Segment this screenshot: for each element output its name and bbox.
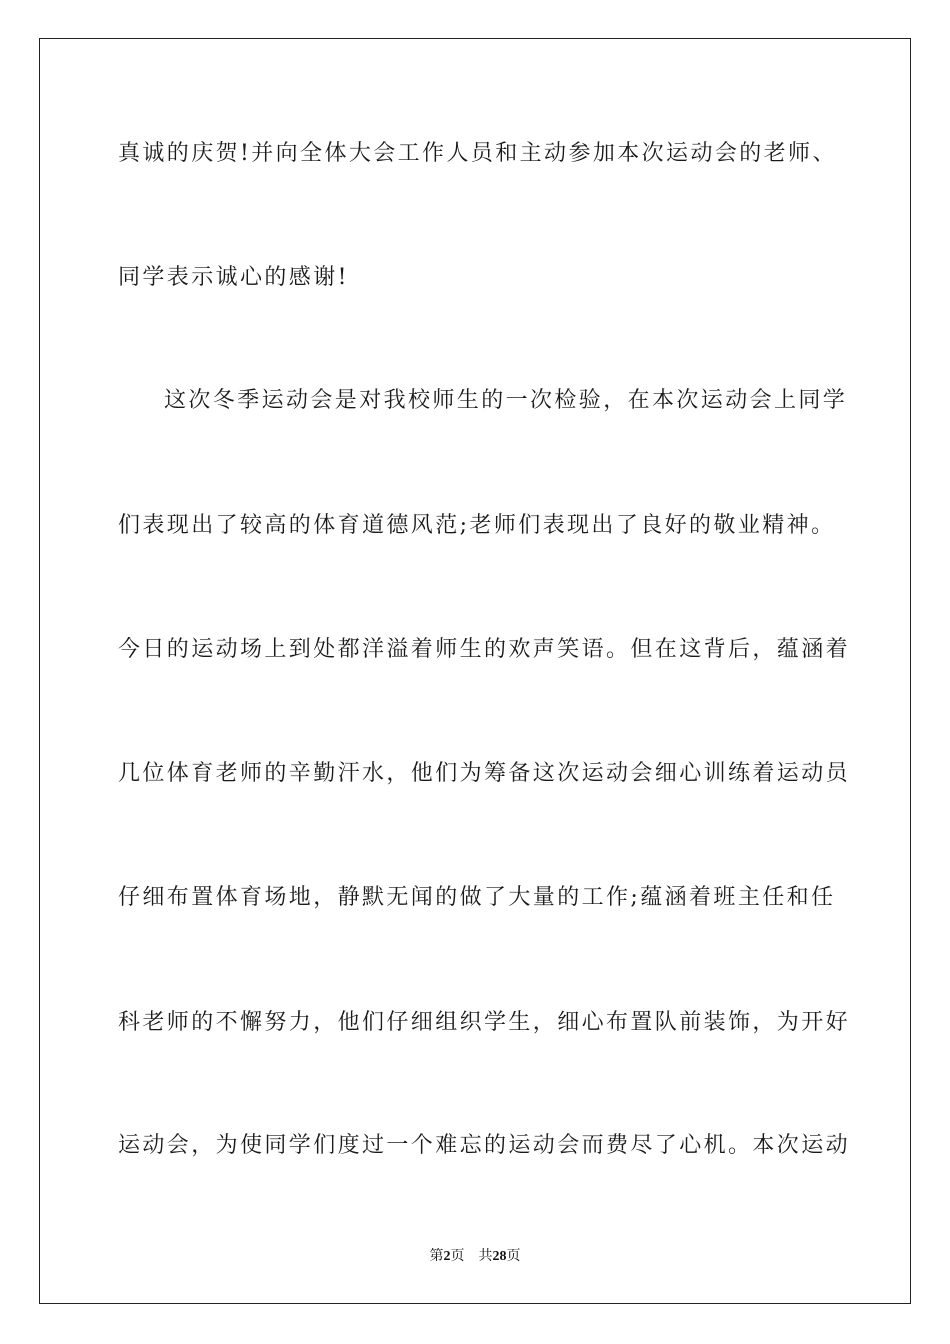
- page-border: [39, 38, 911, 1304]
- body-text-line-6: 几位体育老师的辛勤汗水，他们为筹备这次运动会细心训练着运动员: [118, 761, 851, 786]
- footer-page-suffix: 页: [450, 1249, 465, 1264]
- body-text-line-3: 这次冬季运动会是对我校师生的一次检验，在本次运动会上同学: [164, 388, 848, 413]
- footer-total-suffix: 页: [506, 1249, 521, 1264]
- body-text-line-5: 今日的运动场上到处都洋溢着师生的欢声笑语。但在这背后，蕴涵着: [118, 637, 851, 662]
- footer-page-prefix: 第: [429, 1249, 444, 1264]
- footer-total-pages: 28: [492, 1249, 507, 1264]
- body-text-line-4: 们表现出了较高的体育道德风范;老师们表现出了良好的敬业精神。: [118, 513, 836, 538]
- body-text-line-9: 运动会，为使同学们度过一个难忘的运动会而费尽了心机。本次运动: [118, 1133, 851, 1158]
- body-text-line-1: 真诚的庆贺!并向全体大会工作人员和主动参加本次运动会的老师、: [118, 141, 837, 166]
- footer-page-number: 2: [443, 1249, 451, 1264]
- footer-total-prefix: 共: [478, 1249, 493, 1264]
- page-footer: [0, 1248, 950, 1266]
- body-text-line-8: 科老师的不懈努力，他们仔细组织学生，细心布置队前装饰，为开好: [118, 1010, 851, 1035]
- body-text-line-2: 同学表示诚心的感谢!: [118, 265, 349, 290]
- body-text-line-7: 仔细布置体育场地，静默无闻的做了大量的工作;蕴涵着班主任和任: [118, 885, 836, 910]
